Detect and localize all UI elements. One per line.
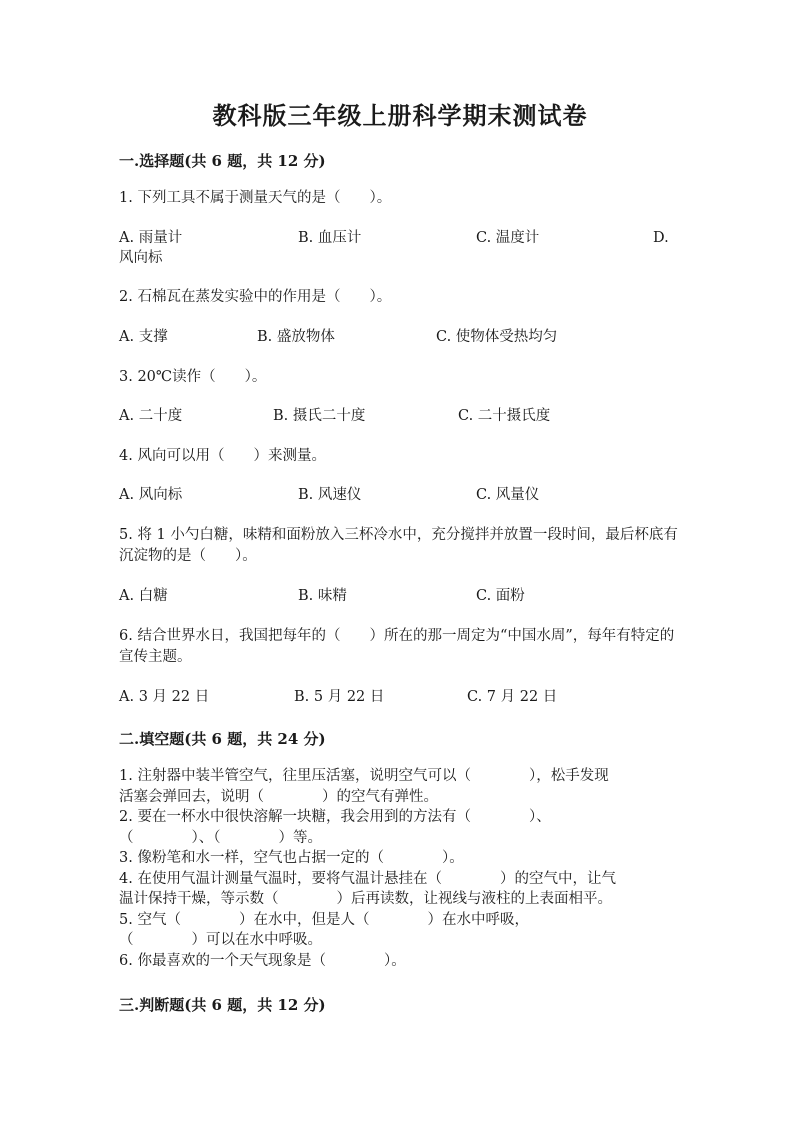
option-a: A. 雨量计: [119, 230, 183, 246]
option-a: A. 风向标: [119, 487, 183, 503]
question-4-options: [119, 485, 681, 506]
option-a: A. 二十度: [119, 408, 183, 424]
option-d-wrap: 风向标: [119, 250, 163, 266]
question-3-options: [119, 406, 681, 427]
option-b: B. 盛放物体: [257, 329, 335, 345]
question-3: 3. 20℃读作（ ）。: [119, 369, 267, 385]
section-heading-choice: 一.选择题(共 6 题，共 12 分): [119, 152, 326, 170]
fill-line: 5. 空气（ ）在水中，但是人（ ）在水中呼吸，: [119, 911, 529, 928]
fill-line: 4. 在使用气温计测量气温时，要将气温计悬挂在（ ）的空气中，让气: [119, 870, 616, 887]
question-5-options: [119, 586, 681, 607]
option-b: B. 摄氏二十度: [273, 408, 366, 424]
option-c: C. 使物体受热均匀: [436, 329, 558, 345]
option-a: A. 白糖: [119, 588, 168, 604]
question-1-options: [119, 228, 681, 249]
fill-line: 3. 像粉笔和水一样，空气也占据一定的（ ）。: [119, 850, 464, 866]
page-title: 教科版三年级上册科学期末测试卷: [212, 101, 588, 130]
section-heading-fill: 二.填空题(共 6 题，共 24 分): [119, 730, 326, 748]
option-b: B. 5 月 22 日: [294, 689, 385, 705]
fill-line: 1. 注射器中装半管空气，往里压活塞，说明空气可以（ ），松手发现: [119, 768, 609, 784]
question-2-options: [119, 327, 681, 348]
option-c: C. 7 月 22 日: [467, 689, 558, 705]
question-2: 2. 石棉瓦在蒸发实验中的作用是（ ）。: [119, 289, 392, 305]
option-b: B. 风速仪: [298, 487, 362, 503]
option-a: A. 3 月 22 日: [119, 689, 210, 705]
option-a: A. 支撑: [119, 329, 168, 345]
option-b: B. 味精: [298, 588, 347, 604]
question-5: 5. 将 1 小勺白糖，味精和面粉放入三杯冷水中，充分搅拌并放置一段时间，最后杯底有沉淀物的是（ ）。: [119, 527, 678, 564]
option-c: C. 二十摄氏度: [458, 408, 551, 424]
option-c: C. 风量仪: [476, 487, 540, 503]
question-6: 6. 结合世界水日，我国把每年的（ ）所在的那一周定为“中国水周”，每年有特定的宣传主题。: [119, 628, 675, 665]
fill-in-questions: [119, 766, 681, 971]
fill-line: 活塞会弹回去，说明（ ）的空气有弹性。: [119, 788, 438, 805]
fill-line: 2. 要在一杯水中很快溶解一块糖，我会用到的方法有（ ）、: [119, 809, 551, 825]
fill-line: （ ）可以在水中呼吸。: [119, 932, 322, 948]
question-6-options: [119, 687, 681, 708]
option-c: C. 温度计: [476, 230, 540, 246]
fill-line: （ ）、（ ）等。: [119, 829, 322, 846]
option-d: D.: [653, 230, 669, 246]
question-1: 1. 下列工具不属于测量天气的是（ ）。: [119, 190, 392, 206]
question-4: 4. 风向可以用（ ）来测量。: [119, 448, 326, 464]
fill-line: 温计保持干燥，等示数（ ）后再读数，让视线与液柱的上表面相平。: [119, 891, 612, 907]
section-heading-judge: 三.判断题(共 6 题，共 12 分): [119, 996, 326, 1014]
option-c: C. 面粉: [476, 588, 525, 604]
option-b: B. 血压计: [298, 230, 362, 246]
fill-line: 6. 你最喜欢的一个天气现象是（ ）。: [119, 952, 406, 969]
